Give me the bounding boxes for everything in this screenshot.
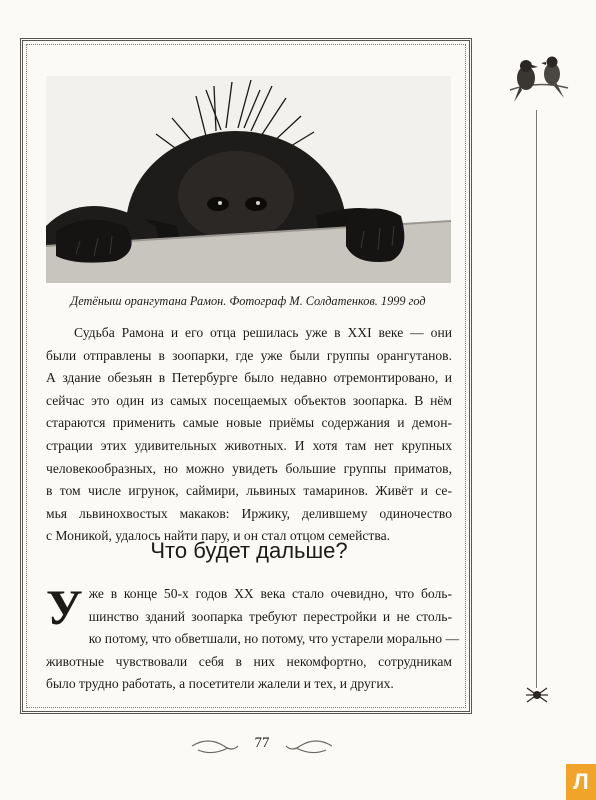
text-line: шинство зданий зоопарка требуют перестройки и не столь- bbox=[88, 608, 452, 624]
spider-icon bbox=[524, 682, 550, 708]
text-line: человекообразных, но можно увидеть большие группы приматов, bbox=[46, 460, 452, 476]
section-heading: Что будет дальше? bbox=[150, 538, 348, 563]
bird-illustration-icon bbox=[508, 50, 570, 120]
orangutan-photo bbox=[46, 76, 451, 283]
paragraph-zoo-future bbox=[46, 579, 460, 696]
text-line: животные чувствовали себя в них некомфортно, сотрудникам bbox=[46, 653, 452, 669]
text-line: сейчас это один из самых посещаемых объектов зоопарка. В нём bbox=[46, 392, 452, 408]
text-line: в том числе игрунок, саймири, львиных тамаринов. Живёт и се- bbox=[46, 483, 452, 499]
drop-cap: У bbox=[46, 579, 83, 635]
text-line: страции этих удивительных животных. И хотя там нет крупных bbox=[46, 437, 452, 453]
text-line: было трудно работать, а посетители жалели и тех, и других. bbox=[46, 676, 394, 692]
text-line: с Моникой, удалось найти пару, и он стал отцом семейства. bbox=[46, 528, 391, 544]
text-line: были отправлены в зоопарки, где уже были группы орангутанов. bbox=[46, 347, 452, 363]
paragraph-ramon bbox=[46, 322, 452, 548]
text-line: же в конце 50-х годов XX века стало очевидно, что боль- bbox=[88, 586, 452, 601]
photo-caption: Детёныш орангутана Рамон. Фотограф М. Солдатенков. 1999 год bbox=[70, 294, 426, 308]
spider-thread bbox=[536, 110, 537, 688]
text-line: ко потому, что обветшали, но потому, что устарели морально — bbox=[88, 631, 460, 647]
text-line: мья львинохвостых макаков: Иржику, делившему одиночество bbox=[46, 505, 452, 521]
text-line: А здание обезьян в Петербурге было недавно отремонтировано, и bbox=[46, 370, 452, 386]
page-number: 77 bbox=[254, 735, 270, 751]
publisher-badge: Л bbox=[566, 764, 596, 800]
text-line: стараются применить самые новые приёмы содержания и демон- bbox=[46, 415, 452, 431]
text-line: Судьба Рамона и его отца решилась уже в XXI веке — они bbox=[74, 325, 452, 340]
